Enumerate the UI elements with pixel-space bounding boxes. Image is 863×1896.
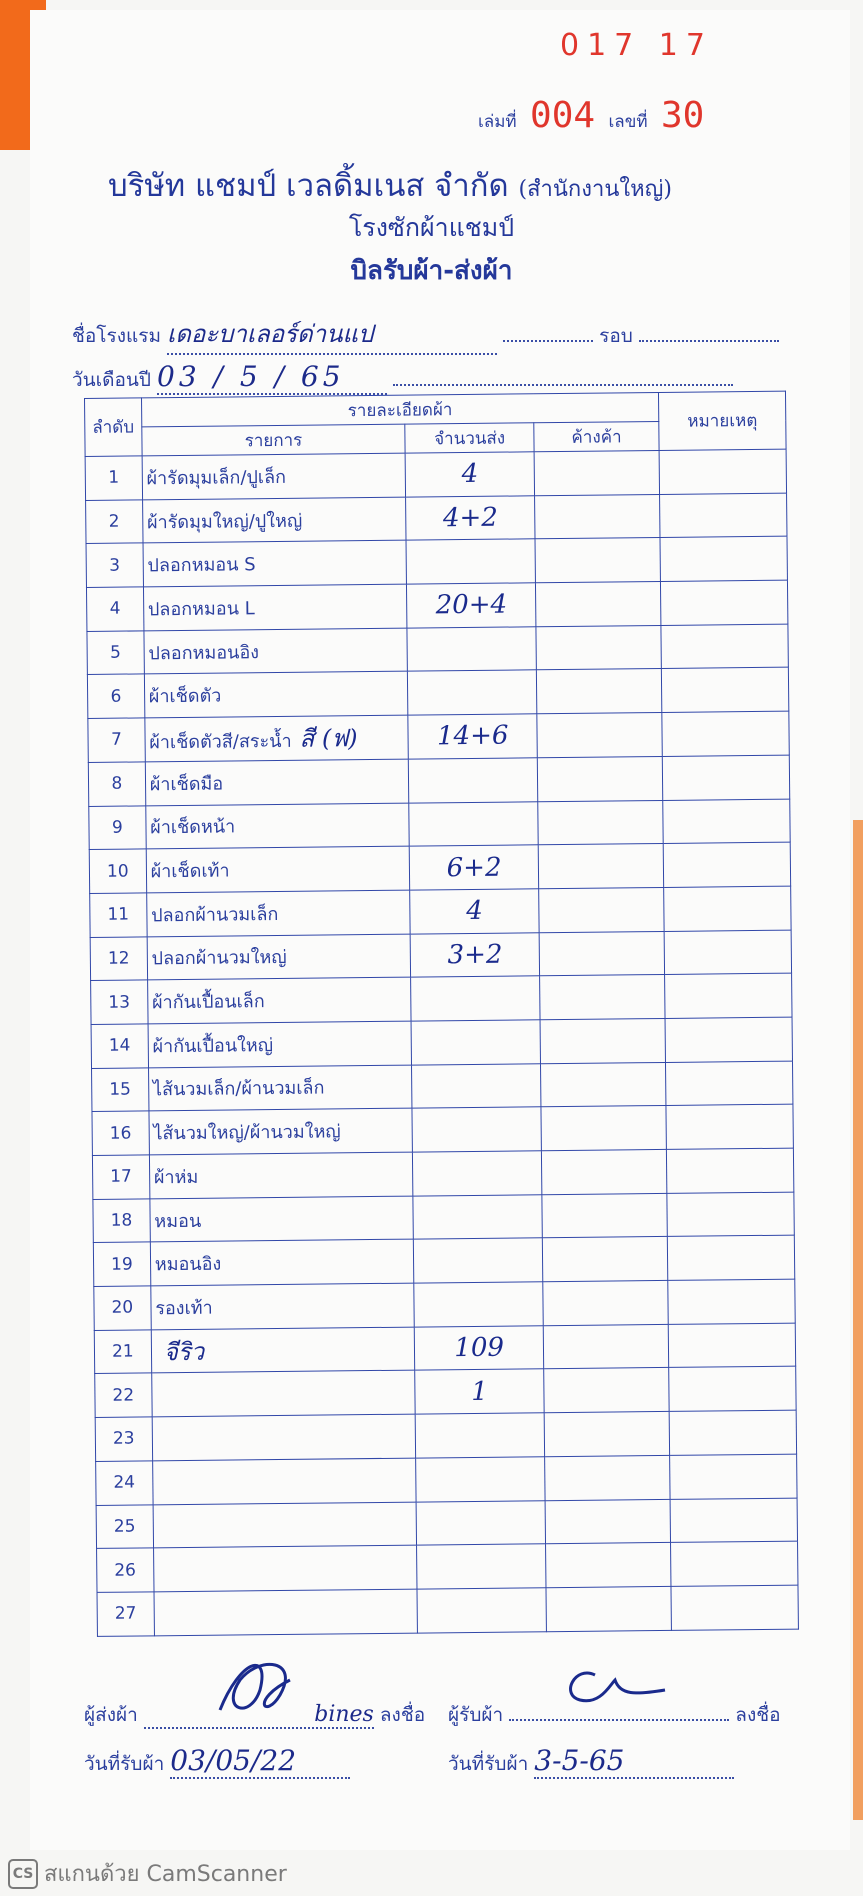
row-remark <box>668 1323 795 1368</box>
row-number: 15 <box>92 1067 149 1111</box>
no-label: เลขที่ <box>608 112 648 132</box>
row-number: 20 <box>94 1286 151 1330</box>
row-item-label: ปลอกหมอน L <box>147 598 255 621</box>
row-remark <box>665 973 792 1018</box>
row-item-label: ปลอกผ้านวมเล็ก <box>151 903 279 927</box>
row-qty <box>406 539 535 584</box>
row-remark <box>666 1104 793 1149</box>
row-return <box>536 669 661 714</box>
row-remark <box>660 493 787 538</box>
table-row <box>85 449 786 500</box>
table-body <box>85 449 798 1636</box>
row-number: 12 <box>90 936 147 980</box>
row-item <box>153 1502 417 1548</box>
col-return-header: ค้างค้า <box>534 421 659 451</box>
table-row <box>93 1192 794 1243</box>
row-return <box>542 1237 667 1282</box>
row-return <box>542 1193 667 1238</box>
hotel-label: ชื่อโรงแรม <box>72 325 161 347</box>
row-number: 16 <box>92 1111 149 1155</box>
orange-background-edge-right <box>853 820 863 1820</box>
row-item <box>146 846 410 892</box>
row-qty <box>416 1500 545 1545</box>
row-return <box>535 538 660 583</box>
row-number: 1 <box>85 456 142 500</box>
row-qty <box>411 976 540 1021</box>
row-qty <box>407 627 536 672</box>
row-remark <box>663 799 790 844</box>
row-remark <box>671 1585 798 1630</box>
row-qty <box>414 1238 543 1283</box>
table-row <box>95 1367 796 1418</box>
table-row <box>88 755 789 806</box>
book-number: 004 <box>530 95 596 136</box>
row-item-label: รองเท้า <box>155 1297 213 1320</box>
table-row <box>86 537 787 588</box>
date-field <box>72 360 733 395</box>
table-row <box>93 1235 794 1286</box>
sender-label: ผู้ส่งผ้า <box>84 1704 138 1726</box>
row-number: 9 <box>89 805 146 849</box>
row-return <box>539 931 664 976</box>
row-return <box>534 450 659 495</box>
table-row <box>87 668 788 719</box>
row-item <box>143 541 407 587</box>
row-return <box>539 887 664 932</box>
row-remark <box>668 1279 795 1324</box>
row-item <box>151 1283 415 1329</box>
date-dots <box>393 384 733 386</box>
row-qty: 3+2 <box>410 932 539 977</box>
receiver-date: 3-5-65 <box>534 1744 734 1779</box>
row-item <box>143 584 407 630</box>
row-item-label: ปลอกหมอน S <box>147 554 256 577</box>
row-number: 5 <box>87 631 144 675</box>
row-remark <box>661 580 788 625</box>
row-remark <box>664 886 791 931</box>
row-item-label: ผ้ากันเปื้อนเล็ก <box>151 991 265 1014</box>
row-return <box>541 1062 666 1107</box>
row-return <box>546 1543 671 1588</box>
table-row <box>91 973 792 1024</box>
row-return <box>540 975 665 1020</box>
table-row <box>86 493 787 544</box>
row-number: 11 <box>90 893 147 937</box>
row-item <box>151 1327 415 1373</box>
row-remark <box>662 711 789 756</box>
row-qty <box>414 1282 543 1327</box>
receiver-date-line <box>448 1744 734 1779</box>
table-row <box>86 580 787 631</box>
row-item-label: ผ้าเช็ดตัวสี/สระน้ำ <box>149 730 292 754</box>
camscanner-footer <box>8 1856 287 1891</box>
row-number: 25 <box>96 1504 153 1548</box>
table-row <box>89 799 790 850</box>
row-number: 10 <box>89 849 146 893</box>
row-number: 7 <box>88 718 145 762</box>
no-number: 30 <box>660 95 705 136</box>
row-item <box>142 453 406 499</box>
table-row <box>90 930 791 981</box>
row-item <box>146 890 410 936</box>
receiver-sign-suffix: ลงชื่อ <box>735 1704 781 1726</box>
row-return <box>541 1106 666 1151</box>
row-remark <box>664 930 791 975</box>
receiver-signature-dots <box>509 1719 729 1721</box>
table-row <box>96 1498 797 1549</box>
row-qty <box>415 1413 544 1458</box>
row-remark <box>667 1192 794 1237</box>
row-qty <box>413 1194 542 1239</box>
table-row <box>92 1104 793 1155</box>
table-row <box>90 886 791 937</box>
row-item-label: ผ้ารัดมุมใหญ่/ปูใหญ่ <box>146 510 303 533</box>
row-return <box>543 1280 668 1325</box>
row-item <box>154 1589 418 1635</box>
row-item-label: ผ้าเช็ดมือ <box>149 773 224 795</box>
company-title: บริษัท แชมป์ เวลดิ้มเนส จำกัด <box>108 168 509 204</box>
row-qty <box>417 1544 546 1589</box>
row-remark <box>667 1235 794 1280</box>
row-item <box>152 1414 416 1460</box>
row-item <box>150 1196 414 1242</box>
hotel-field <box>72 314 779 355</box>
row-return <box>535 494 660 539</box>
row-number: 27 <box>97 1592 154 1636</box>
room-label: รอบ <box>599 325 633 347</box>
camscanner-logo-icon: CS <box>8 1859 38 1889</box>
row-item-label: ผ้าเช็ดเท้า <box>150 860 230 883</box>
row-item <box>144 628 408 674</box>
row-item-note: จีริว <box>163 1337 205 1366</box>
row-number: 2 <box>86 500 143 544</box>
row-item <box>145 803 409 849</box>
row-return <box>536 582 661 627</box>
row-qty: 20+4 <box>407 583 536 628</box>
hotel-value: เดอะบาเลอร์ด่านแป <box>167 314 497 355</box>
row-remark <box>661 624 788 669</box>
row-qty <box>409 758 538 803</box>
row-item <box>145 759 409 805</box>
row-remark <box>661 668 788 713</box>
row-return <box>544 1368 669 1413</box>
row-remark <box>663 842 790 887</box>
row-number: 6 <box>87 674 144 718</box>
table-row <box>92 1148 793 1199</box>
row-return <box>545 1499 670 1544</box>
sender-date: 03/05/22 <box>170 1744 350 1779</box>
row-item-label: ปลอกหมอนอิง <box>148 641 260 664</box>
row-number: 19 <box>93 1242 150 1286</box>
row-item <box>150 1239 414 1285</box>
hotel-dots <box>503 340 593 342</box>
row-qty: 6+2 <box>409 845 538 890</box>
row-item <box>149 1108 413 1154</box>
row-return <box>537 713 662 758</box>
row-item <box>145 715 409 761</box>
row-remark <box>666 1061 793 1106</box>
row-remark <box>662 755 789 800</box>
row-return <box>540 1018 665 1063</box>
table-row <box>91 1017 792 1068</box>
row-item <box>147 977 411 1023</box>
laundry-table <box>84 391 799 1637</box>
row-qty <box>409 801 538 846</box>
table-row <box>94 1323 795 1374</box>
row-remark <box>667 1148 794 1193</box>
sender-signature-scribble <box>200 1650 340 1730</box>
receiver-signature-scribble <box>555 1655 675 1715</box>
table-row <box>97 1585 798 1636</box>
room-dots <box>639 340 779 342</box>
row-remark <box>669 1410 796 1455</box>
col-item-header: รายการ <box>142 424 406 456</box>
col-no-header: ลำดับ <box>85 398 142 457</box>
row-remark <box>665 1017 792 1062</box>
table-row <box>96 1454 797 1505</box>
row-return <box>543 1324 668 1369</box>
row-item-label: ไส้นวมเล็ก/ผ้านวมเล็ก <box>152 1077 325 1101</box>
row-number: 8 <box>88 762 145 806</box>
row-number: 13 <box>91 980 148 1024</box>
row-number: 4 <box>86 587 143 631</box>
table-row <box>95 1410 796 1461</box>
row-qty <box>411 1020 540 1065</box>
receiver-label: ผู้รับผ้า <box>448 1704 504 1726</box>
row-return <box>536 625 661 670</box>
row-item <box>144 672 408 718</box>
row-qty <box>413 1151 542 1196</box>
row-qty: 4+2 <box>406 495 535 540</box>
row-item-label: ผ้าเช็ดตัว <box>148 685 222 708</box>
camscanner-text: สแกนด้วย CamScanner <box>44 1862 287 1887</box>
row-return <box>544 1412 669 1457</box>
row-number: 26 <box>97 1548 154 1592</box>
col-remark-header: หมายเหตุ <box>659 391 786 450</box>
table-row <box>97 1541 798 1592</box>
table-row <box>92 1061 793 1112</box>
row-number: 18 <box>93 1199 150 1243</box>
sender-date-label: วันที่รับผ้า <box>84 1753 165 1775</box>
row-return <box>538 844 663 889</box>
row-item <box>153 1545 417 1591</box>
row-item-label: ผ้าห่ม <box>153 1166 199 1189</box>
receiver-date-label: วันที่รับผ้า <box>448 1753 529 1775</box>
row-remark <box>669 1367 796 1412</box>
plant-name: โรงซักผ้าแชมป์ <box>348 213 515 242</box>
company-branch: (สำนักงานใหญ่) <box>518 177 672 202</box>
row-return <box>538 800 663 845</box>
row-number: 21 <box>94 1330 151 1374</box>
row-item <box>147 934 411 980</box>
row-qty <box>412 1063 541 1108</box>
book-number-line <box>478 95 712 136</box>
bill-title: บิลรับผ้า-ส่งผ้า <box>350 256 513 286</box>
row-remark <box>670 1498 797 1543</box>
row-qty: 14+6 <box>408 714 537 759</box>
col-details-header: รายละเอียดผ้า <box>141 392 659 426</box>
sender-date-line <box>84 1744 350 1779</box>
row-qty: 4 <box>410 889 539 934</box>
row-item-note: สี (ฟ) <box>299 724 358 753</box>
row-qty <box>417 1588 546 1633</box>
row-item-label: ไส้นวมใหญ่/ผ้านวมใหญ่ <box>153 1121 341 1145</box>
row-item-label: ผ้ารัดมุมเล็ก/ปูเล็ก <box>146 466 287 490</box>
row-item-label: ผ้ากันเปื้อนใหญ่ <box>152 1034 274 1058</box>
row-item <box>148 1021 412 1067</box>
row-number: 14 <box>91 1024 148 1068</box>
row-number: 24 <box>96 1461 153 1505</box>
red-serial-top: 017 17 <box>560 28 713 63</box>
row-qty: 4 <box>405 452 534 497</box>
row-return <box>546 1586 671 1631</box>
row-remark <box>659 449 786 494</box>
row-item-label: หมอนอิง <box>154 1253 222 1276</box>
row-item <box>149 1152 413 1198</box>
row-item-label: หมอน <box>154 1210 202 1232</box>
row-qty: 1 <box>415 1369 544 1414</box>
row-item <box>142 497 406 543</box>
table-row <box>88 711 789 762</box>
row-return <box>537 756 662 801</box>
date-value: 03 / 5 / 65 <box>157 360 387 395</box>
row-qty <box>412 1107 541 1152</box>
row-number: 23 <box>95 1417 152 1461</box>
sender-signature: bines <box>144 1702 374 1729</box>
row-qty <box>408 670 537 715</box>
col-qty-header: จำนวนส่ง <box>405 423 534 453</box>
row-item <box>152 1458 416 1504</box>
row-item-label: ปลอกผ้านวมใหญ่ <box>151 947 287 970</box>
row-remark <box>660 537 787 582</box>
row-remark <box>671 1541 798 1586</box>
row-return <box>545 1455 670 1500</box>
row-qty <box>416 1457 545 1502</box>
company-name <box>108 160 672 210</box>
table-row <box>87 624 788 675</box>
row-number: 22 <box>95 1373 152 1417</box>
row-item <box>151 1371 415 1417</box>
book-label: เล่มที่ <box>478 112 517 132</box>
date-label: วันเดือนปี <box>72 369 151 391</box>
row-number: 3 <box>86 543 143 587</box>
row-number: 17 <box>92 1155 149 1199</box>
table-row <box>94 1279 795 1330</box>
sender-sign-suffix: ลงชื่อ <box>379 1704 426 1726</box>
row-remark <box>670 1454 797 1499</box>
row-return <box>541 1149 666 1194</box>
row-item-label: ผ้าเช็ดหน้า <box>150 816 236 839</box>
row-qty: 109 <box>415 1325 544 1370</box>
table-row <box>89 842 790 893</box>
row-item <box>148 1065 412 1111</box>
